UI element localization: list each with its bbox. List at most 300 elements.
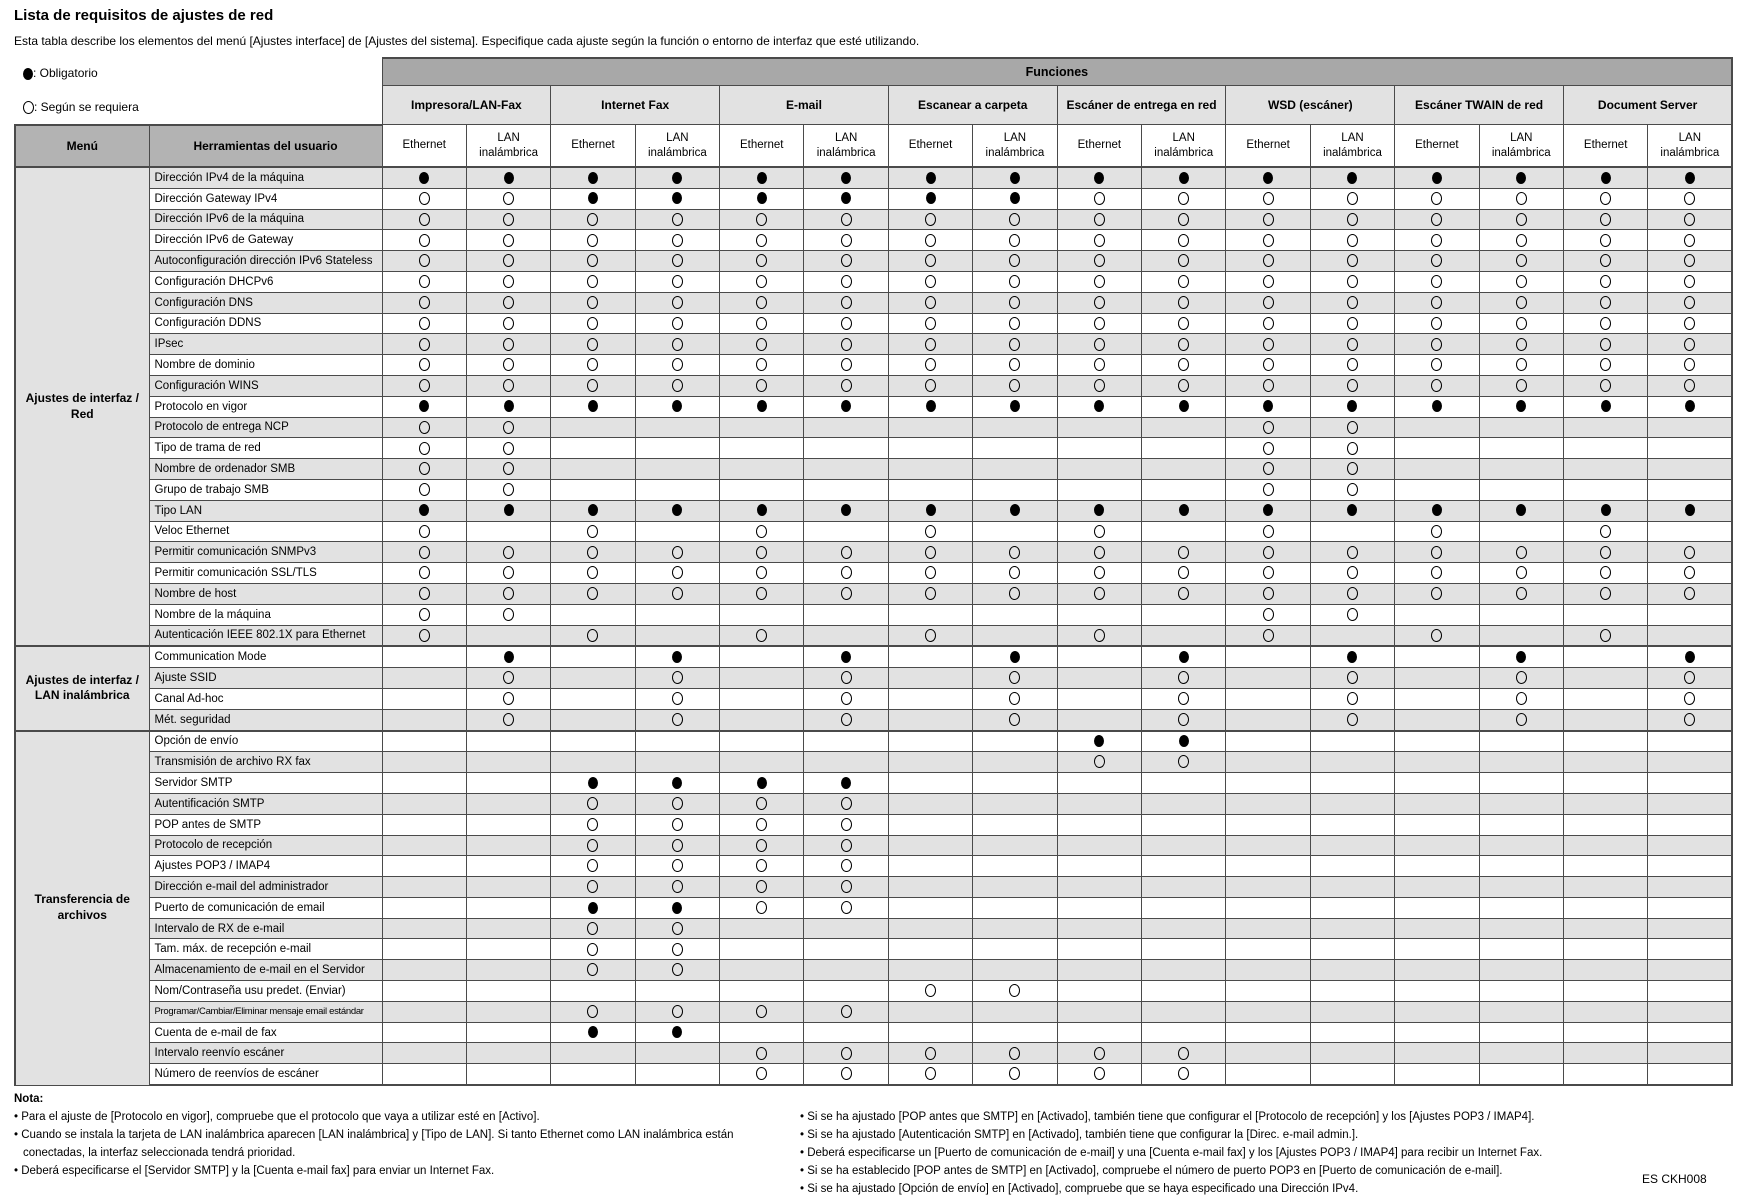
required-dot-icon [1094, 504, 1104, 516]
requirement-cell [551, 981, 635, 1002]
optional-dot-icon [1009, 338, 1020, 351]
requirement-cell [1563, 355, 1647, 376]
requirement-cell [635, 479, 719, 500]
optional-dot-icon [1516, 192, 1527, 205]
requirement-cell [1648, 459, 1732, 480]
funciones-header: Funciones [382, 58, 1732, 86]
optional-dot-icon [1263, 338, 1274, 351]
note-item: • Si se ha ajustado [Autenticación SMTP] en [Activado], también tiene que configurar la [Direc. e-mail admin.]. [800, 1129, 1359, 1141]
optional-dot-icon [1347, 671, 1358, 684]
requirement-cell [551, 479, 635, 500]
requirement-cell [1563, 396, 1647, 417]
requirement-cell [551, 521, 635, 542]
table-row [15, 939, 1732, 960]
requirement-cell [1479, 835, 1563, 856]
requirement-cell [1395, 563, 1479, 584]
requirement-cell [804, 939, 888, 960]
requirement-cell [973, 604, 1057, 625]
requirement-cell [1310, 479, 1394, 500]
requirement-cell [1563, 835, 1647, 856]
optional-dot-icon [1178, 234, 1189, 247]
requirement-cell [720, 209, 804, 230]
requirement-cell [1310, 688, 1394, 709]
setting-label: Servidor SMTP [149, 773, 382, 794]
optional-dot-icon [587, 358, 598, 371]
subheader-wireless: LAN inalámbrica [1648, 125, 1732, 168]
optional-dot-icon [1516, 566, 1527, 579]
requirement-cell [1479, 668, 1563, 689]
requirement-cell [635, 375, 719, 396]
optional-dot-icon [1263, 462, 1274, 475]
optional-dot-icon [1178, 671, 1189, 684]
requirement-cell [1479, 709, 1563, 730]
requirement-cell [1563, 542, 1647, 563]
requirement-cell [466, 542, 550, 563]
requirement-cell [888, 334, 972, 355]
optional-dot-icon [672, 922, 683, 935]
requirement-cell [720, 417, 804, 438]
requirement-cell [551, 188, 635, 209]
requirement-cell [382, 877, 466, 898]
table-row [15, 856, 1732, 877]
optional-dot-icon [1600, 275, 1611, 288]
required-dot-icon [1179, 172, 1189, 184]
requirement-cell [1479, 731, 1563, 752]
requirement-cell [466, 709, 550, 730]
requirement-cell [1057, 688, 1141, 709]
requirement-cell [804, 814, 888, 835]
requirement-cell [1648, 396, 1732, 417]
requirement-cell [1648, 1022, 1732, 1043]
requirement-cell [1057, 292, 1141, 313]
requirement-cell [1479, 856, 1563, 877]
requirement-cell [888, 417, 972, 438]
required-dot-icon [841, 777, 851, 789]
requirement-cell [888, 814, 972, 835]
optional-dot-icon [1178, 755, 1189, 768]
optional-dot-icon [587, 839, 598, 852]
requirement-cell [1226, 731, 1310, 752]
requirement-cell [551, 355, 635, 376]
subheader-ethernet: Ethernet [1563, 125, 1647, 168]
requirement-cell [551, 1064, 635, 1085]
requirement-cell [1563, 731, 1647, 752]
requirement-cell [888, 877, 972, 898]
optional-dot-icon [1347, 692, 1358, 705]
requirement-cell [1648, 709, 1732, 730]
optional-dot-icon [1263, 587, 1274, 600]
optional-dot-icon [672, 943, 683, 956]
subheader-wireless: LAN inalámbrica [804, 125, 888, 168]
requirement-cell [1648, 877, 1732, 898]
optional-dot-icon [841, 296, 852, 309]
requirement-cell [551, 334, 635, 355]
requirement-cell [382, 918, 466, 939]
requirement-cell [1142, 1001, 1226, 1022]
requirement-cell [973, 334, 1057, 355]
optional-dot-icon [672, 566, 683, 579]
requirement-cell [466, 459, 550, 480]
table-row [15, 313, 1732, 334]
requirement-cell [1395, 773, 1479, 794]
requirement-cell [888, 960, 972, 981]
requirement-cell [1479, 1064, 1563, 1085]
requirement-cell [551, 230, 635, 251]
requirement-cell [1057, 1001, 1141, 1022]
requirement-cell [1395, 731, 1479, 752]
requirement-cell [635, 981, 719, 1002]
function-header: E-mail [720, 86, 889, 125]
requirement-cell [1142, 542, 1226, 563]
requirement-cell [1226, 583, 1310, 604]
table-row [15, 646, 1732, 667]
requirement-cell [1479, 960, 1563, 981]
optional-dot-icon [756, 525, 767, 538]
required-dot-icon [1347, 504, 1357, 516]
requirement-cell [1563, 479, 1647, 500]
requirement-cell [1142, 981, 1226, 1002]
requirement-cell [382, 521, 466, 542]
optional-dot-icon [1347, 317, 1358, 330]
optional-dot-icon [672, 859, 683, 872]
optional-dot-icon [587, 317, 598, 330]
requirement-cell [635, 731, 719, 752]
required-dot-icon [1179, 400, 1189, 412]
requirement-cell [382, 500, 466, 521]
requirement-cell [1142, 1043, 1226, 1064]
requirement-cell [1142, 939, 1226, 960]
notes-heading: Nota: [14, 1093, 44, 1105]
optional-dot-icon [1431, 213, 1442, 226]
requirement-cell [1395, 856, 1479, 877]
requirement-cell [1563, 897, 1647, 918]
requirement-cell [1479, 479, 1563, 500]
setting-label: POP antes de SMTP [149, 814, 382, 835]
requirement-cell [1142, 500, 1226, 521]
requirement-cell [635, 271, 719, 292]
requirement-cell [1057, 897, 1141, 918]
requirement-cell [888, 188, 972, 209]
requirement-cell [804, 897, 888, 918]
required-dot-icon [1347, 651, 1357, 663]
optional-dot-icon [1684, 587, 1695, 600]
requirement-cell [720, 668, 804, 689]
requirement-cell [888, 625, 972, 646]
requirement-cell [888, 583, 972, 604]
setting-label: Ajustes POP3 / IMAP4 [149, 856, 382, 877]
table-row [15, 479, 1732, 500]
optional-dot-icon [1263, 234, 1274, 247]
requirement-cell [888, 251, 972, 272]
optional-dot-icon [1178, 275, 1189, 288]
requirement-cell [1648, 313, 1732, 334]
setting-label: Protocolo en vigor [149, 396, 382, 417]
optional-dot-icon [587, 818, 598, 831]
optional-dot-icon [925, 587, 936, 600]
optional-dot-icon [1178, 1047, 1189, 1060]
requirement-cell [1057, 1022, 1141, 1043]
optional-dot-icon [587, 566, 598, 579]
required-dot-icon [841, 172, 851, 184]
requirement-cell [1479, 752, 1563, 773]
requirement-cell [1142, 396, 1226, 417]
requirement-cell [888, 668, 972, 689]
requirement-cell [804, 709, 888, 730]
note-item: • Deberá especificarse el [Servidor SMTP] y la [Cuenta e-mail fax] para enviar un Internet Fax. [14, 1165, 495, 1177]
requirement-cell [720, 981, 804, 1002]
requirement-cell [1563, 188, 1647, 209]
requirement-cell [804, 521, 888, 542]
optional-dot-icon [1347, 546, 1358, 559]
optional-dot-icon [1009, 587, 1020, 600]
requirement-cell [382, 459, 466, 480]
optional-dot-icon [756, 818, 767, 831]
requirement-cell [1310, 251, 1394, 272]
required-dot-icon [1432, 504, 1442, 516]
requirement-cell [1563, 271, 1647, 292]
optional-dot-icon [925, 984, 936, 997]
optional-dot-icon [503, 566, 514, 579]
optional-dot-icon [1178, 338, 1189, 351]
optional-dot-icon [1684, 358, 1695, 371]
requirement-cell [1310, 334, 1394, 355]
notes-right [800, 1108, 1543, 1198]
requirement-cell [1310, 542, 1394, 563]
table-row [15, 1043, 1732, 1064]
requirement-cell [888, 521, 972, 542]
requirement-cell [1563, 877, 1647, 898]
requirement-cell [551, 939, 635, 960]
requirement-cell [973, 542, 1057, 563]
required-dot-icon [1010, 172, 1020, 184]
requirement-cell [1648, 604, 1732, 625]
table-row [15, 625, 1732, 646]
requirement-cell [973, 1043, 1057, 1064]
optional-dot-icon [587, 963, 598, 976]
requirement-cell [1648, 583, 1732, 604]
table-row [15, 1064, 1732, 1085]
optional-dot-icon [672, 546, 683, 559]
requirement-cell [382, 583, 466, 604]
requirement-cell [1563, 1043, 1647, 1064]
table-row [15, 271, 1732, 292]
optional-dot-icon [672, 213, 683, 226]
requirement-cell [635, 668, 719, 689]
requirement-cell [382, 1043, 466, 1064]
requirement-cell [551, 856, 635, 877]
requirement-cell [1142, 417, 1226, 438]
optional-dot-icon [419, 587, 430, 600]
requirement-cell [804, 396, 888, 417]
optional-dot-icon [672, 338, 683, 351]
requirement-cell [382, 209, 466, 230]
optional-dot-icon [841, 859, 852, 872]
optional-dot-icon [841, 1067, 852, 1080]
requirement-cell [720, 856, 804, 877]
requirement-cell [973, 583, 1057, 604]
optional-dot-icon [1431, 546, 1442, 559]
table-row [15, 167, 1732, 188]
requirement-cell [1057, 668, 1141, 689]
setting-label: Permitir comunicación SNMPv3 [149, 542, 382, 563]
requirement-cell [888, 375, 972, 396]
optional-dot-icon [756, 901, 767, 914]
requirement-cell [1057, 646, 1141, 667]
optional-dot-icon [503, 587, 514, 600]
requirement-cell [551, 563, 635, 584]
requirement-cell [382, 271, 466, 292]
requirement-cell [1057, 313, 1141, 334]
requirement-cell [1648, 479, 1732, 500]
optional-dot-icon [1347, 254, 1358, 267]
requirement-cell [1648, 960, 1732, 981]
optional-dot-icon [756, 797, 767, 810]
requirement-cell [1479, 1001, 1563, 1022]
requirement-cell [382, 479, 466, 500]
required-dot-icon [841, 504, 851, 516]
optional-dot-icon [1094, 587, 1105, 600]
requirement-cell [804, 877, 888, 898]
requirement-cell [551, 709, 635, 730]
requirement-cell [720, 1001, 804, 1022]
optional-dot-icon [587, 254, 598, 267]
setting-label: Grupo de trabajo SMB [149, 479, 382, 500]
requirement-cell [1226, 459, 1310, 480]
optional-dot-icon [1009, 254, 1020, 267]
requirement-cell [888, 793, 972, 814]
optional-dot-icon [1347, 483, 1358, 496]
requirement-cell [1226, 500, 1310, 521]
requirement-cell [466, 313, 550, 334]
requirement-cell [720, 1064, 804, 1085]
requirement-cell [1226, 668, 1310, 689]
required-dot-icon [757, 400, 767, 412]
requirement-cell [466, 375, 550, 396]
requirement-cell [1395, 688, 1479, 709]
requirement-cell [1142, 688, 1226, 709]
optional-dot-icon [587, 587, 598, 600]
requirement-cell [1479, 981, 1563, 1002]
requirement-cell [888, 1001, 972, 1022]
requirement-cell [1395, 355, 1479, 376]
requirement-cell [382, 709, 466, 730]
requirement-cell [973, 292, 1057, 313]
requirement-cell [1395, 167, 1479, 188]
requirement-cell [466, 167, 550, 188]
optional-dot-icon [925, 566, 936, 579]
optional-dot-icon [1263, 192, 1274, 205]
table-row [15, 188, 1732, 209]
optional-dot-icon [841, 338, 852, 351]
requirement-cell [1057, 877, 1141, 898]
note-item: • Si se ha establecido [POP antes de SMTP] en [Activado], compruebe el número de puerto POP3 en [Puerto de comunicación de e-mail]. [800, 1165, 1503, 1177]
requirement-cell [1648, 230, 1732, 251]
optional-dot-icon [1009, 1067, 1020, 1080]
requirement-cell [1142, 230, 1226, 251]
requirement-cell [720, 1043, 804, 1064]
requirement-cell [635, 313, 719, 334]
requirement-cell [1479, 583, 1563, 604]
requirement-cell [888, 292, 972, 313]
optional-dot-icon [841, 818, 852, 831]
optional-dot-icon [1347, 421, 1358, 434]
optional-dot-icon [587, 546, 598, 559]
optional-dot-icon [1009, 379, 1020, 392]
table-row [15, 981, 1732, 1002]
requirement-cell [466, 1022, 550, 1043]
requirement-cell [1226, 375, 1310, 396]
requirement-cell [1563, 709, 1647, 730]
requirement-cell [551, 625, 635, 646]
optional-dot-icon [672, 275, 683, 288]
requirement-cell [1563, 688, 1647, 709]
table-row [15, 604, 1732, 625]
requirement-cell [1648, 814, 1732, 835]
requirement-cell [1648, 793, 1732, 814]
optional-dot-icon [1094, 296, 1105, 309]
requirement-cell [1057, 230, 1141, 251]
requirement-cell [1563, 438, 1647, 459]
requirement-cell [382, 396, 466, 417]
requirement-cell [1226, 1001, 1310, 1022]
optional-dot-icon [925, 358, 936, 371]
requirement-cell [1479, 939, 1563, 960]
requirement-cell [1057, 521, 1141, 542]
requirement-cell [382, 688, 466, 709]
table-row [15, 1022, 1732, 1043]
optional-dot-icon [1178, 358, 1189, 371]
table-row [15, 438, 1732, 459]
optional-dot-icon [1431, 379, 1442, 392]
requirement-cell [635, 521, 719, 542]
requirement-cell [635, 251, 719, 272]
setting-label: Configuración DNS [149, 292, 382, 313]
optional-dot-icon [419, 338, 430, 351]
requirement-cell [1648, 542, 1732, 563]
requirement-cell [1057, 251, 1141, 272]
requirement-cell [973, 668, 1057, 689]
requirement-cell [635, 897, 719, 918]
optional-dot-icon [1347, 338, 1358, 351]
requirement-cell [1395, 1064, 1479, 1085]
requirement-cell [1057, 209, 1141, 230]
requirement-cell [1479, 688, 1563, 709]
requirement-cell [466, 417, 550, 438]
requirement-cell [1226, 251, 1310, 272]
requirement-cell [720, 939, 804, 960]
requirement-cell [973, 396, 1057, 417]
optional-dot-icon [503, 462, 514, 475]
optional-dot-icon [1094, 254, 1105, 267]
requirement-cell [382, 835, 466, 856]
optional-dot-icon [503, 275, 514, 288]
optional-dot-icon [1263, 546, 1274, 559]
requirement-cell [1226, 542, 1310, 563]
requirement-cell [1142, 479, 1226, 500]
requirement-cell [1142, 375, 1226, 396]
requirement-cell [1563, 668, 1647, 689]
requirement-cell [1226, 417, 1310, 438]
optional-dot-icon [587, 880, 598, 893]
requirement-cell [1142, 752, 1226, 773]
table-row [15, 230, 1732, 251]
requirement-cell [1057, 479, 1141, 500]
optional-dot-icon [419, 525, 430, 538]
requirement-cell [1226, 396, 1310, 417]
table-row [15, 877, 1732, 898]
requirement-cell [551, 835, 635, 856]
requirement-cell [382, 542, 466, 563]
